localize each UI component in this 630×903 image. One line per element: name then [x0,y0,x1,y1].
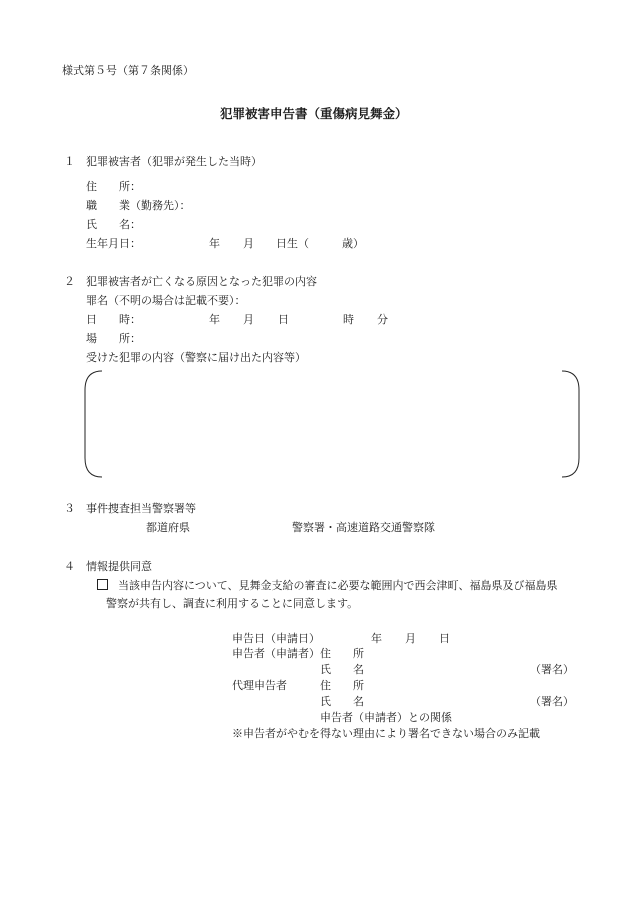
birth-month-label: 月 [243,237,254,250]
section-2-number: ２ [64,275,75,288]
consent-checkbox[interactable] [97,579,108,593]
agent-label: 代理申告者 [232,679,287,692]
crime-content-area[interactable] [84,370,580,478]
crime-year-label: 年 [209,313,220,326]
section-4-number: ４ [64,560,75,573]
agent-name-label: 氏 名 [320,695,364,708]
crime-month-label: 月 [243,313,254,326]
birth-day-label: 日生（ [276,237,309,250]
section-4-heading: 情報提供同意 [86,560,152,573]
section-1-number: １ [64,155,75,168]
applicant-address-label: 住 所 [320,647,364,660]
crime-day-label: 日 [278,313,289,326]
form-number: 様式第５号（第７条関係） [62,64,194,77]
submission-month-label: 月 [405,632,416,645]
section-3-heading: 事件捜査担当警察署等 [86,502,196,515]
victim-name-label: 氏 名： [86,218,141,231]
applicant-name-label: 氏 名 [320,663,364,676]
submission-day-label: 日 [439,632,450,645]
submission-year-label: 年 [371,632,382,645]
victim-address-label: 住 所： [86,180,141,193]
age-label: 歳） [342,237,364,250]
crime-minute-label: 分 [377,313,388,326]
crime-place-label: 場 所： [86,332,141,345]
crime-name-label: 罪名（不明の場合は記載不要）： [86,294,246,307]
section-3-number: ３ [64,502,75,515]
crime-hour-label: 時 [343,313,354,326]
victim-birthdate-label: 生年月日： [86,237,141,250]
prefecture-label: 都道府県 [146,521,190,534]
page-title: 犯罪被害申告書（重傷病見舞金） [220,106,408,121]
applicant-label: 申告者（申請者） [232,647,320,660]
agent-signature-label: （署名） [530,695,574,708]
crime-content-label: 受けた犯罪の内容（警察に届け出た内容等） [86,351,306,364]
signature-note: ※申告者がやむを得ない理由により署名できない場合のみ記載 [232,727,540,740]
agent-relation-label: 申告者（申請者）との関係 [320,711,452,724]
section-1-heading: 犯罪被害者（犯罪が発生した当時） [86,155,262,168]
applicant-signature-label: （署名） [530,663,574,676]
consent-text-line-2: 警察が共有し、調査に利用することに同意します。 [106,597,359,610]
victim-occupation-label: 職 業（勤務先）： [86,199,191,212]
birth-year-label: 年 [209,237,220,250]
section-2-heading: 犯罪被害者が亡くなる原因となった犯罪の内容 [86,275,317,288]
submission-date-label: 申告日（申請日） [232,632,320,645]
crime-datetime-label: 日 時： [86,313,141,326]
agent-address-label: 住 所 [320,679,364,692]
police-station-label: 警察署・高速道路交通警察隊 [292,521,435,534]
consent-text-line-1: 当該申告内容について、見舞金支給の審査に必要な範囲内で西会津町、福島県及び福島県 [118,579,558,592]
bracket-frame [84,370,580,478]
